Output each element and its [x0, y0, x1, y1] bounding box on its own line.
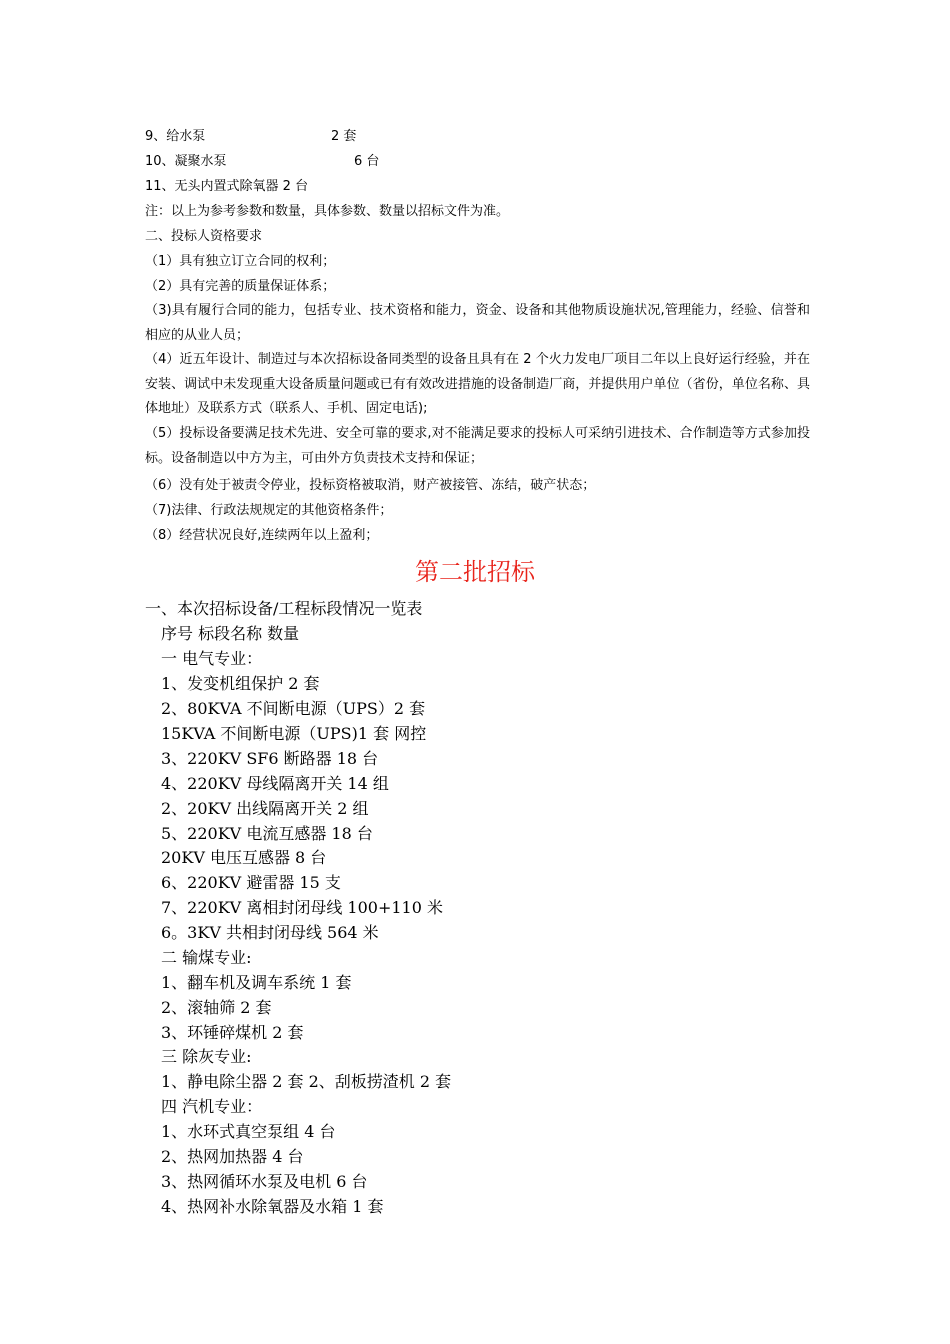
equipment-quantity: 2 套 [331, 129, 357, 144]
list-item: 6、220KV 避雷器 15 支 [161, 873, 341, 892]
requirement-4: （4）近五年设计、制造过与本次招标设备同类型的设备且具有在 2 个火力发电厂项目二年以上良好运行经验，并在安装、调试中未发现重大设备质量问题或已有有效改进措施的设备制造厂商，并提供用户单位（省份，单位名称、具体地址）及联系方式（联系人、手机、固定电话); [145, 352, 810, 416]
requirement-1: （1）具有独立订立合同的权利； [145, 254, 336, 269]
list-item: 5、220KV 电流互感器 18 台 [161, 824, 373, 843]
list-item: 3、热网循环水泵及电机 6 台 [161, 1172, 368, 1191]
list-item: 2、20KV 出线隔离开关 2 组 [161, 799, 369, 818]
category-electrical: 一 电气专业： [161, 649, 263, 668]
list-item: 4、热网补水除氧器及水箱 1 套 [161, 1197, 384, 1216]
list-item: 2、80KVA 不间断电源（UPS）2 套 [161, 699, 426, 718]
equipment-name: 9、给水泵 [145, 129, 206, 144]
requirement-6: （6）没有处于被责令停业，投标资格被取消，财产被接管、冻结，破产状态； [145, 478, 596, 493]
requirement-5: （5）投标设备要满足技术先进、安全可靠的要求,对不能满足要求的投标人可采纳引进技术、合作制造等方式参加投标。设备制造以中方为主，可由外方负责技术支持和保证； [145, 426, 810, 466]
list-item: 6。3KV 共相封闭母线 564 米 [161, 923, 379, 942]
equipment-quantity: 6 台 [354, 154, 380, 169]
requirement-3: （3)具有履行合同的能力，包括专业、技术资格和能力，资金、设备和其他物质设施状况,管理能力，经验、信誉和相应的从业人员； [145, 303, 810, 343]
category-ash: 三 除灰专业: [161, 1047, 252, 1066]
list-item: 20KV 电压互感器 8 台 [161, 848, 327, 867]
equipment-item-10 [145, 153, 380, 170]
list-item: 2、滚轴筛 2 套 [161, 998, 272, 1017]
list-item: 1、翻车机及调车系统 1 套 [161, 973, 352, 992]
requirement-8: （8）经营状况良好,连续两年以上盈利； [145, 528, 379, 543]
list-item: 3、环锤碎煤机 2 套 [161, 1023, 304, 1042]
category-coal: 二 输煤专业: [161, 948, 252, 967]
section-title-qualification: 二、投标人资格要求 [145, 229, 263, 244]
list-item: 1、静电除尘器 2 套 2、刮板捞渣机 2 套 [161, 1072, 452, 1091]
table-header: 序号 标段名称 数量 [161, 624, 300, 643]
requirement-2: （2）具有完善的质量保证体系； [145, 279, 336, 294]
list-item: 2、热网加热器 4 台 [161, 1147, 304, 1166]
section-title-lots: 一、本次招标设备/工程标段情况一览表 [145, 599, 423, 618]
equipment-item-9 [145, 128, 357, 145]
list-item: 1、水环式真空泵组 4 台 [161, 1122, 336, 1141]
list-item: 4、220KV 母线隔离开关 14 组 [161, 774, 389, 793]
list-item: 3、220KV SF6 断路器 18 台 [161, 749, 379, 768]
equipment-name: 10、凝聚水泵 [145, 154, 227, 169]
list-item: 7、220KV 离相封闭母线 100+110 米 [161, 898, 443, 917]
category-turbine: 四 汽机专业： [161, 1097, 263, 1116]
equipment-item-11: 11、无头内置式除氧器 2 台 [145, 179, 309, 194]
list-item: 1、发变机组保护 2 套 [161, 674, 320, 693]
list-item: 15KVA 不间断电源（UPS)1 套 网控 [161, 724, 427, 743]
requirement-7: （7)法律、行政法规规定的其他资格条件； [145, 503, 393, 518]
batch-2-heading: 第二批招标 [415, 558, 535, 586]
note-text: 注：以上为参考参数和数量，具体参数、数量以招标文件为准。 [145, 204, 510, 219]
